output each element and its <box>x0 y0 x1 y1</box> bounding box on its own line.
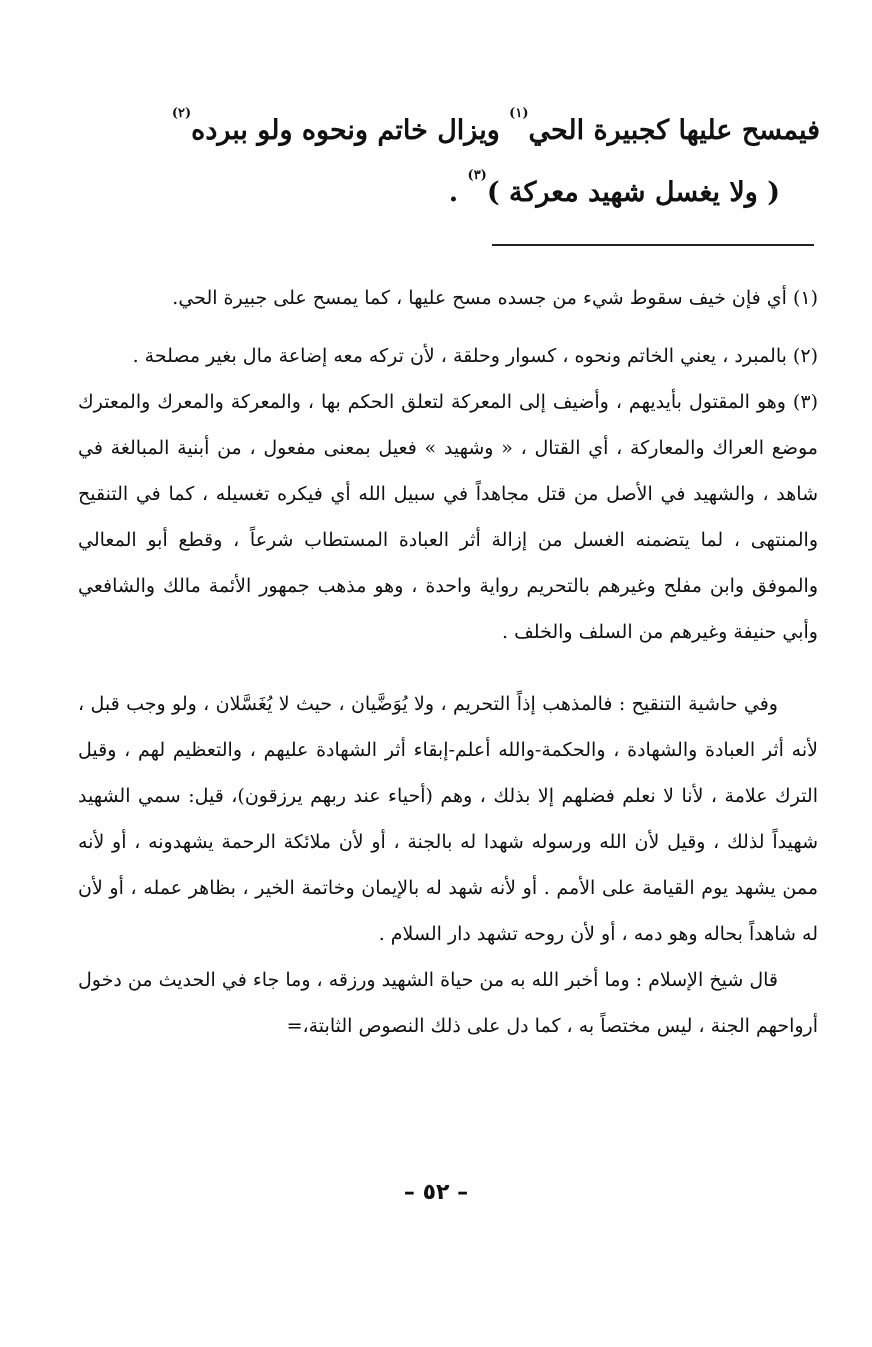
footnote-ref-1: (١) <box>509 106 529 121</box>
main-text-segment: فيمسح عليها كجبيرة الحي <box>528 115 820 146</box>
main-text-segment: ويزال خاتم ونحوه ولو ببرده <box>191 115 500 146</box>
page-number: – ٥٢ – <box>403 1180 469 1205</box>
footnote-paragraph-shaykh: قال شيخ الإسلام : وما أخبر الله به من حياة الشهيد ورزقه ، وما جاء في الحديث من دخول أرواحهم الجنة ، ليس مختصاً به ، كما دل على ذلك النصوص الثابتة،= <box>78 969 818 1037</box>
main-text-line-2 <box>80 162 820 224</box>
main-text-period: . <box>448 177 459 208</box>
footnote-ref-2: (٢) <box>171 106 192 121</box>
main-text-line-1 <box>80 100 820 162</box>
footnote-1: (١) أي فإن خيف سقوط شيء من جسده مسح عليها ، كما يمسح على جبيرة الحي. <box>172 287 818 309</box>
footnote-ref-3: (٣) <box>467 168 487 183</box>
footnote-3: (٣) وهو المقتول بأيديهم ، وأضيف إلى المعركة لتعلق الحكم بها ، والمعركة والمعرك والمعترك موضع العراك والمعاركة ، أي القتال ، « وشهيد » فعيل بمعنى مفعول ، من أبنية المبالغة في شاهد ، والشهيد في الأصل من قتل مجاهداً في سبيل الله أي فيكره تغسيله ، كما في التنقيح والمنتهى ، لما يتضمنه الغسل من إزالة أثر العبادة المستطاب شرعاً ، وقطع أبو المعالي والموفق وابن مفلح وغيرهم بالتحريم رواية واحدة ، وهو مذهب جمهور الأئمة مالك والشافعي وأبي حنيفة وغيرهم من السلف والخلف . <box>78 391 818 643</box>
main-text <box>80 100 820 224</box>
footnote-separator-rule <box>492 244 814 246</box>
footnote-paragraph-hashia: وفي حاشية التنقيح : فالمذهب إذاً التحريم ، ولا يُوَضَّيان ، حيث لا يُغَسَّلان ، ولو وجب قبل ، لأنه أثر العبادة والشهادة ، والحكمة-والله أعلم-إبقاء أثر الشهادة عليهم ، والتعظيم لهم ، وقيل الترك علامة ، لأنا لا نعلم فضلهم إلا بذلك ، وهم (أحياء عند ربهم يرزقون)، قيل: سمي الشهيد شهيداً لذلك ، وقيل لأن الله ورسوله شهدا له بالجنة ، أو لأن ملائكة الرحمة يشهدونه ، أو لأنه ممن يشهد يوم القيامة على الأمم . أو لأنه شهد له بالإيمان وخاتمة الخير ، بظاهر عمله ، أو لأن له شاهداً بحاله وهو دمه ، أو لأن روحه تشهد دار السلام . <box>78 693 818 945</box>
main-text-segment: ( ولا يغسل شهيد معركة ) <box>486 177 780 208</box>
footnote-2: (٢) بالمبرد ، يعني الخاتم ونحوه ، كسوار وحلقة ، لأن تركه معه إضاعة مال بغير مصلحة . <box>132 345 818 367</box>
footnotes <box>78 275 818 1049</box>
